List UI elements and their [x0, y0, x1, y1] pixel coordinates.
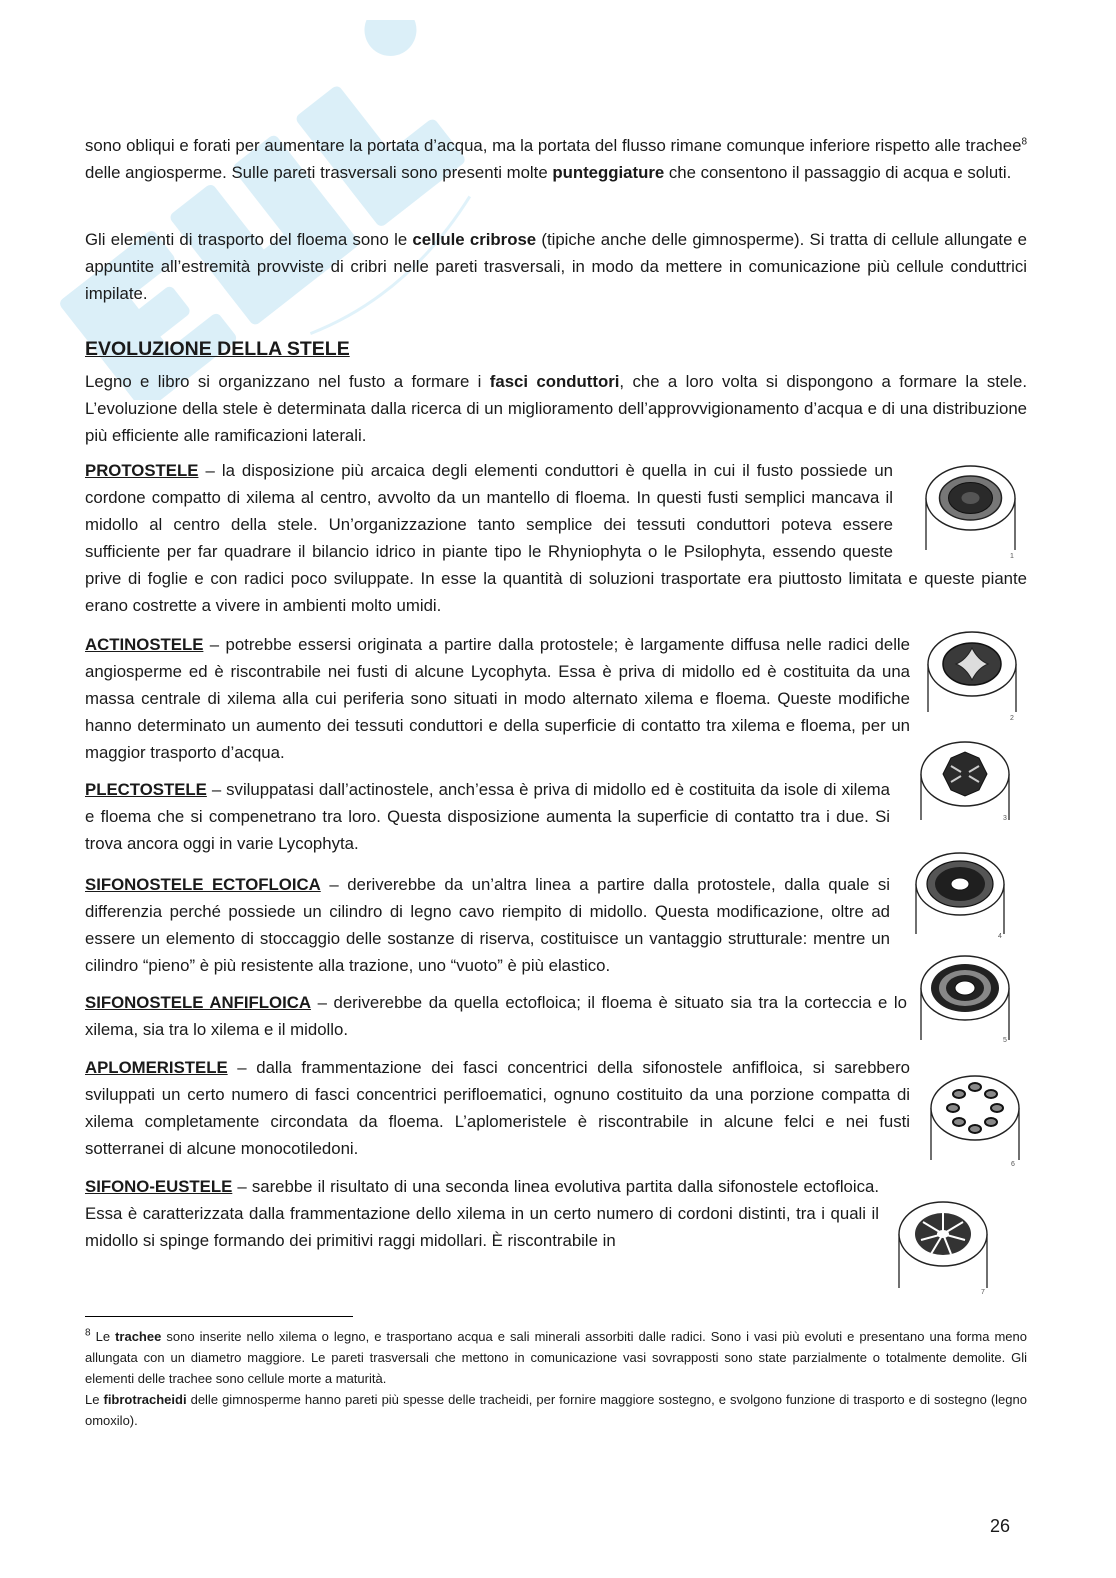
footnote	[85, 1326, 1027, 1431]
figure-number: 6	[1011, 1161, 1015, 1168]
stele-text: – dalla frammentazione dei fasci concentrici della sifonostele anfifloica, si sarebbero sviluppati un certo numero di fasci concentrici perifloematici, ognuno costituito da una porzione compatta di xilema completamente circondata da floema. L’aplomeristele è riscontrabile in alcune felci e nei fusti sotterranei di alcune monocotiledoni.	[85, 1058, 910, 1158]
stele-text: – potrebbe essersi originata a partire dalla protostele; è largamente diffusa nelle radici delle angiosperme ed è riscontrabile nei fusti di alcune Lycophyta. Essa è priva di midollo ed è costituita da una massa centrale di xilema alla cui periferia sono situati in modo alternato xilema e floema. Queste modifiche hanno determinato un aumento dei tessuti conduttori e della superficie di contatto tra xilema e floema, per un maggior trasporto d’acqua.	[85, 635, 910, 762]
figure-sifonostele-ectofloica	[910, 846, 1010, 946]
bold-term: trachee	[115, 1329, 162, 1344]
text: delle gimnosperme hanno pareti più spesse delle tracheidi, per fornire maggiore sostegno, e svolgono funzione di trasporto e di sostegno (legno omoxilo).	[85, 1392, 1027, 1428]
paragraph-intro-1	[85, 132, 1027, 186]
text: , che a loro volta si dispongono a formare la stele. L’evoluzione della stele è determinata dalla ricerca di un miglioramento dell’approvvigionamento d’acqua e di una distribuzione più efficiente alle ramificazioni laterali.	[85, 372, 1027, 445]
stele-term: SIFONO-EUSTELE	[85, 1177, 233, 1196]
figure-protostele	[918, 458, 1023, 563]
figure-number: 5	[1003, 1037, 1007, 1044]
stele-term: SIFONOSTELE ECTOFLOICA	[85, 875, 321, 894]
text: Le	[90, 1329, 116, 1344]
bold-term: cellule cribrose	[412, 230, 537, 249]
text: Le	[85, 1392, 104, 1407]
paragraph-section-intro	[85, 368, 1027, 449]
figure-number: 2	[1010, 715, 1014, 722]
text: Gli elementi di trasporto del floema sono le	[85, 230, 413, 249]
paragraph-actinostele	[85, 631, 910, 766]
page-number: 26	[990, 1516, 1011, 1536]
footnote-ref[interactable]: 8	[1021, 136, 1027, 148]
text: che consentono il passaggio di acqua e soluti.	[664, 163, 1012, 182]
figure-sifonostele-anfifloica	[915, 950, 1015, 1050]
text: delle angiosperme. Sulle pareti trasversali sono presenti molte	[85, 163, 553, 182]
bold-term: punteggiature	[552, 163, 665, 182]
stele-text: – sarebbe il risultato di una seconda linea evolutiva partita dalla sifonostele ectofloica. Essa è caratterizzata dalla frammentazione dello xilema in un certo numero di cordoni distinti, tra i quali il midollo si spinge formando dei primitivi raggi midollari. È riscontrabile in	[85, 1177, 879, 1250]
text: sono obliqui e forati per aumentare la portata d’acqua, ma la portata del flusso rimane comunque inferiore rispetto alle trachee	[85, 136, 1022, 155]
figure-sifono-eustele	[893, 1190, 993, 1300]
figure-number: 3	[1003, 815, 1007, 822]
paragraph-intro-2	[85, 226, 1027, 307]
figure-number: 1	[1010, 553, 1014, 560]
paragraph-sifono-eustele	[85, 1173, 879, 1254]
footnote-divider	[85, 1316, 353, 1317]
stele-term: APLOMERISTELE	[85, 1058, 228, 1077]
figure-aplomeristele	[925, 1070, 1025, 1170]
figure-actinostele	[922, 624, 1022, 724]
paragraph-sifonostele-anfifloica	[85, 989, 907, 1043]
section-heading: EVOLUZIONE DELLA STELE	[85, 338, 350, 360]
figure-plectostele	[915, 736, 1015, 836]
bold-term: fibrotracheidi	[103, 1392, 187, 1407]
paragraph-protostele	[85, 457, 1027, 619]
paragraph-aplomeristele	[85, 1054, 910, 1162]
paragraph-sifonostele-ectofloica	[85, 871, 890, 979]
stele-text: – deriverebbe da quella ectofloica; il floema è situato sia tra la corteccia e lo xilema, sia tra lo xilema e il midollo.	[85, 993, 907, 1039]
text: Legno e libro si organizzano nel fusto a formare i	[85, 372, 490, 391]
footnote-mark: 8	[85, 1327, 91, 1339]
stele-term: SIFONOSTELE ANFIFLOICA	[85, 993, 311, 1012]
figure-number: 7	[981, 1289, 985, 1296]
text: (tipiche anche delle gimnosperme). Si tratta di cellule allungate e appuntite all’estremità provviste di cribri nelle pareti trasversali, in modo da mettere in comunicazione più cellule conduttrici impilate.	[85, 230, 1028, 303]
text: sono inserite nello xilema o legno, e trasportano acqua e sali minerali assorbiti dalle radici. Sono i vasi più evoluti e presentano una forma meno allungata con un diametro maggiore. Le pareti trasversali che mettono in comunicazione vasi sovrapposti sono state parzialmente o totalmente demolite. Gli elementi delle trachee sono cellule morte a maturità.	[85, 1329, 1027, 1386]
stele-term: ACTINOSTELE	[85, 635, 204, 654]
stele-text: – deriverebbe da un’altra linea a partire dalla protostele, dalla quale si differenzia perché possiede un cilindro di legno cavo riempito di midollo. Questa modificazione, oltre ad essere un elemento di stoccaggio delle sostanze di riserva, costituisce un vantaggio strutturale: mentre un cilindro “pieno” è più resistente alla trazione, uno “vuoto” è più elastico.	[85, 875, 890, 975]
bold-term: fasci conduttori	[489, 372, 620, 391]
paragraph-plectostele	[85, 776, 890, 857]
stele-text: – sviluppatasi dall’actinostele, anch’essa è priva di midollo ed è costituita da isole di xilema e floema che si compenetrano tra loro. Questa disposizione aumenta la superficie di contatto tra i due. Si trova ancora oggi in varie Lycophyta.	[85, 780, 890, 853]
figure-number: 4	[998, 933, 1002, 940]
stele-text: – la disposizione più arcaica degli elementi conduttori è quella in cui il fusto possiede un cordone compatto di xilema al centro, avvolto da un mantello di floema. In questi fusti semplici mancava il midollo al centro della stele. Un’organizzazione tanto semplice dei tessuti conduttori poteva essere sufficiente per far quadrare il bilancio idrico in piante tipo le Rhyniophyta o le Psilophyta, essendo queste prive di foglie e con radici poco sviluppate. In esse la quantità di soluzioni trasportate era piuttosto limitata e queste piante erano costrette a vivere in ambienti molto umidi.	[85, 461, 1027, 615]
stele-term: PROTOSTELE	[85, 461, 199, 480]
stele-term: PLECTOSTELE	[85, 780, 207, 799]
